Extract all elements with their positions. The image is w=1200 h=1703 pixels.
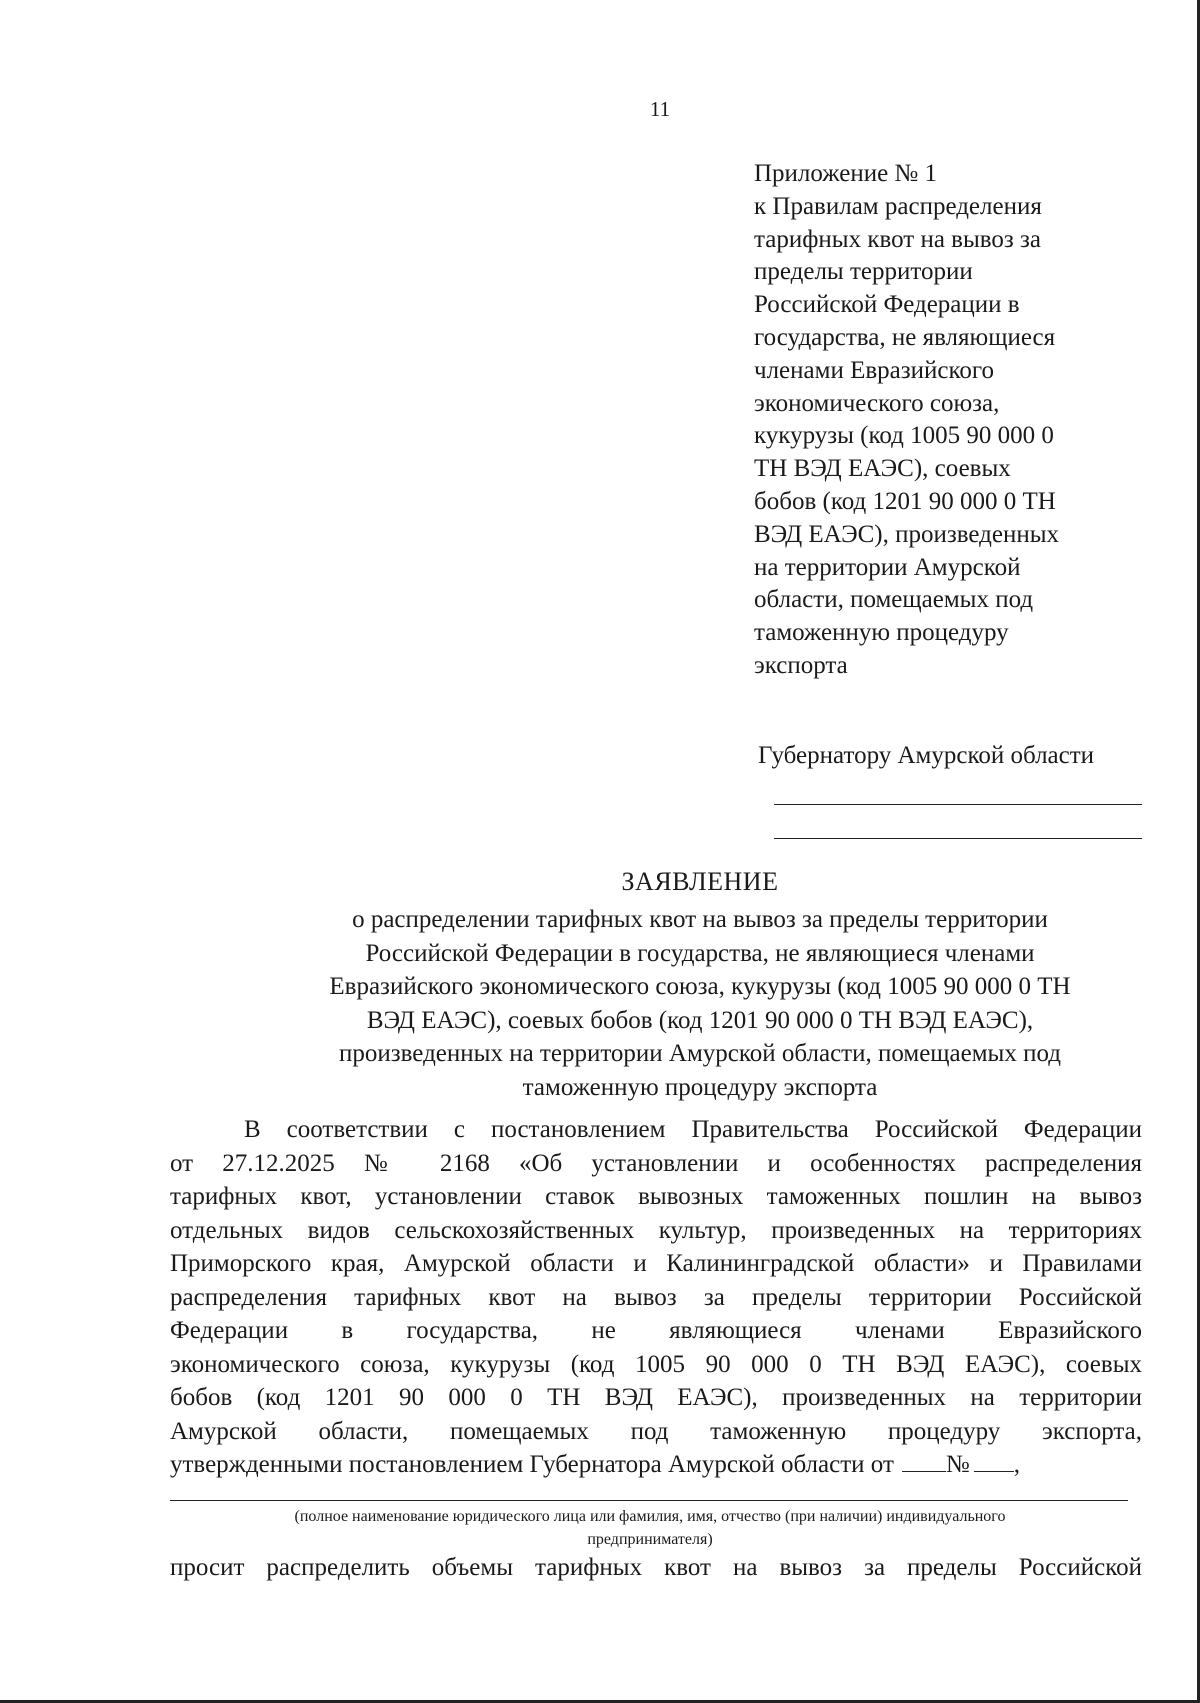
appendix-line: экономического союза, xyxy=(754,389,1000,417)
appendix-line: к Правилам распределения xyxy=(754,192,1042,220)
subtitle-line: произведенных на территории Амурской области, помещаемых под xyxy=(339,1040,1061,1067)
subtitle-line: о распределении тарифных квот на вывоз за пределы территории xyxy=(352,906,1048,933)
request-line: просит распределить объемы тарифных квот на вывоз за пределы Российской xyxy=(170,1554,1142,1581)
body-line: бобов (код 1201 90 000 0 ТН ВЭД ЕАЭС), произведенных на территории xyxy=(170,1384,1142,1411)
appendix-line: Приложение № 1 xyxy=(754,160,938,187)
appendix-block xyxy=(754,158,1154,683)
applicant-name-field[interactable] xyxy=(170,1500,1128,1501)
body-last-line-suffix: , xyxy=(1013,1451,1020,1478)
body-line: тарифных квот, установлении ставок вывозных таможенных пошлин на вывоз xyxy=(170,1183,1142,1210)
body-line: Амурской области, помещаемых под таможенную процедуру экспорта, xyxy=(170,1417,1142,1445)
body-line: от 27.12.2025 № 2168 «Об установлении и особенностях распределения xyxy=(170,1149,1142,1177)
appendix-line: Российской Федерации в xyxy=(754,291,1020,319)
appendix-line: членами Евразийского xyxy=(754,356,994,384)
body-paragraph xyxy=(170,1113,1142,1482)
appendix-line: кукурузы (код 1005 90 000 0 xyxy=(754,422,1054,450)
subtitle-line: ВЭД ЕАЭС), соевых бобов (код 1201 90 000 0 ТН ВЭД ЕАЭС), xyxy=(366,1006,1034,1034)
body-line: В соответствии с постановлением Правительства Российской Федерации xyxy=(244,1116,1142,1143)
addressee-blank-line-1[interactable] xyxy=(774,804,1142,805)
addressee-label: Губернатору Амурской области xyxy=(758,742,1095,769)
page-number: 11 xyxy=(649,97,671,121)
addressee-blank-line-2[interactable] xyxy=(774,838,1142,839)
appendix-line: пределы территории xyxy=(754,258,973,286)
number-sign: № xyxy=(945,1451,970,1478)
statement-subtitle xyxy=(0,903,1200,1104)
body-line: Федерации в государства, не являющиеся членами Евразийского xyxy=(170,1317,1142,1344)
appendix-line: таможенную процедуру xyxy=(754,619,1009,647)
appendix-line: государства, не являющиеся xyxy=(754,323,1056,351)
applicant-name-caption xyxy=(200,1505,1100,1551)
appendix-line: ТН ВЭД ЕАЭС), соевых xyxy=(754,455,1011,483)
body-line: Приморского края, Амурской области и Калининградской области» и Правилами xyxy=(170,1250,1142,1277)
body-line: отдельных видов сельскохозяйственных культур, произведенных на территориях xyxy=(170,1216,1142,1244)
caption-line: предпринимателя) xyxy=(587,1531,713,1548)
body-line: экономического союза, кукурузы (код 1005 90 000 0 ТН ВЭД ЕАЭС), соевых xyxy=(170,1350,1142,1378)
appendix-line: области, помещаемых под xyxy=(754,586,1034,614)
caption-line: (полное наименование юридического лица или фамилия, имя, отчество (при наличии) индивидуального xyxy=(294,1508,1006,1525)
appendix-line: тарифных квот на вывоз за xyxy=(754,225,1042,253)
body-line: распределения тарифных квот на вывоз за пределы территории Российской xyxy=(170,1283,1142,1311)
date-field[interactable] xyxy=(902,1449,946,1472)
number-field[interactable] xyxy=(974,1449,1014,1472)
subtitle-line: Российской Федерации в государства, не являющиеся членами xyxy=(365,939,1035,967)
appendix-line: на территории Амурской xyxy=(754,553,1021,581)
subtitle-line: Евразийского экономического союза, кукурузы (код 1005 90 000 0 ТН xyxy=(329,973,1071,1000)
statement-title: ЗАЯВЛЕНИЕ xyxy=(621,867,779,896)
body-last-line xyxy=(170,1448,1142,1482)
subtitle-line: таможенную процедуру экспорта xyxy=(522,1073,878,1101)
body-last-line-prefix: утвержденными постановлением Губернатора Амурской области от xyxy=(170,1451,894,1478)
appendix-line: ВЭД ЕАЭС), произведенных xyxy=(754,520,1060,548)
appendix-line: экспорта xyxy=(754,651,848,679)
appendix-line: бобов (код 1201 90 000 0 ТН xyxy=(754,487,1056,515)
